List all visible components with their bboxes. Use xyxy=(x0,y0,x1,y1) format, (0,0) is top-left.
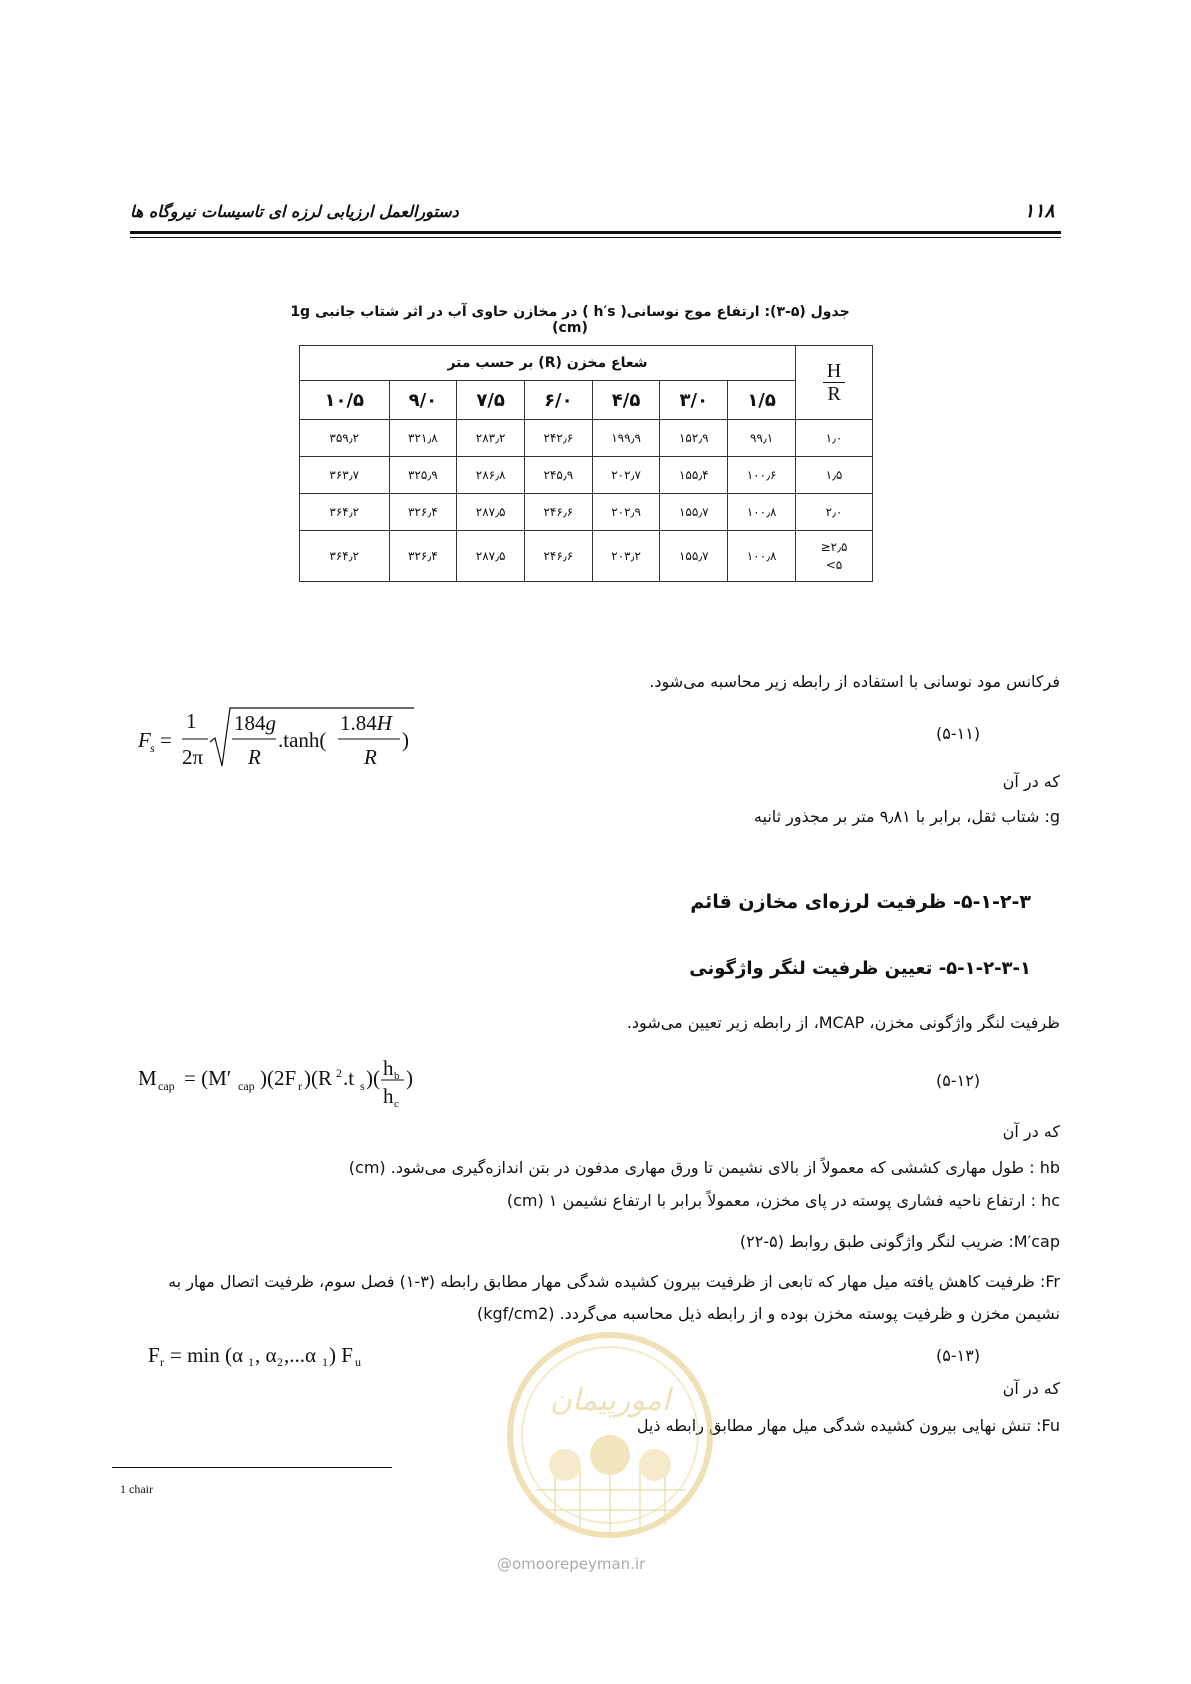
ratio-header xyxy=(796,346,873,420)
table-cell: ۲۴۶٫۶ xyxy=(524,531,592,582)
svg-text:u: u xyxy=(355,1355,361,1369)
fu-definition: Fu: تنش نهایی بیرون کشیده شدگی میل مهار مطابق رابطه ذیل xyxy=(636,1416,1060,1435)
table-caption: جدول (۵-۳): ارتفاع موج نوسانی( h′s ) در مخازن حاوی آب در اثر شتاب جانبی 1g (cm) xyxy=(290,304,850,336)
svg-text:cap: cap xyxy=(238,1079,255,1093)
where-label-2: که در آن xyxy=(1002,1122,1060,1141)
ratio-fraction xyxy=(823,360,845,405)
equation-12-number: (۵-۱۲) xyxy=(936,1071,981,1090)
svg-text:R: R xyxy=(364,745,377,769)
g-definition: g: شتاب ثقل، برابر با ۹٫۸۱ متر بر مجذور ثانیه xyxy=(753,807,1060,826)
table-cell: ۳۵۹٫۲ xyxy=(300,420,390,457)
column-header: ۱/۵ xyxy=(728,381,796,420)
svg-text:1.84H: 1.84H xyxy=(340,711,392,735)
svg-text:h: h xyxy=(383,1056,394,1080)
svg-text:2π: 2π xyxy=(182,745,204,769)
where-label-1: که در آن xyxy=(1002,772,1060,791)
svg-text:)(R: )(R xyxy=(304,1066,332,1090)
table-cell: ۱۰۰٫۸ xyxy=(728,531,796,582)
table-cell: ۳۲۶٫۴ xyxy=(389,494,457,531)
row-label xyxy=(796,457,873,494)
svg-text:F: F xyxy=(148,1343,160,1367)
hb-definition: hb : طول مهاری کششی که معمولاً از بالای نشیمن تا ورق مهاری مدفون در بتن اندازه‌گیری می‌شود. (cm) xyxy=(348,1158,1060,1177)
header-rule-thin xyxy=(130,237,1061,238)
mcap-definition: M′cap: ضریب لنگر واژگونی طبق روابط (۵-۲۲) xyxy=(739,1232,1060,1251)
table-cell: ۲۰۲٫۹ xyxy=(592,494,660,531)
table-cell: ۲۴۲٫۶ xyxy=(524,420,592,457)
svg-text:,...α: ,...α xyxy=(284,1343,317,1367)
table-row xyxy=(300,457,873,494)
svg-text:.tanh(: .tanh( xyxy=(278,728,327,752)
row-label-text: ۱٫۵ xyxy=(825,468,843,482)
table-cell: ۳۶۴٫۲ xyxy=(300,531,390,582)
table-cell: ۲۸۶٫۸ xyxy=(457,457,525,494)
svg-text:1: 1 xyxy=(248,1355,254,1369)
equation-12 xyxy=(138,1055,468,1123)
table-cell: ۱۰۰٫۶ xyxy=(728,457,796,494)
svg-text:r: r xyxy=(160,1355,164,1369)
svg-text:2: 2 xyxy=(277,1355,283,1369)
svg-text:)(2F: )(2F xyxy=(260,1066,297,1090)
watermark-emblem-icon xyxy=(495,1320,725,1560)
row-label xyxy=(796,494,873,531)
svg-text:c: c xyxy=(394,1098,399,1110)
row-label-text: ≥۲٫۵ xyxy=(820,540,848,554)
svg-text:h: h xyxy=(383,1084,394,1108)
table-cell: ۱۵۵٫۴ xyxy=(660,457,728,494)
svg-text:) F: ) F xyxy=(329,1343,353,1367)
running-title: دستورالعمل ارزیابی لرزه ای تاسیسات نیروگاه ها xyxy=(130,202,459,221)
svg-text:)(: )( xyxy=(366,1066,380,1090)
svg-text:= (M′: = (M′ xyxy=(184,1066,232,1090)
svg-text:cap: cap xyxy=(158,1079,175,1093)
equation-13-number: (۵-۱۳) xyxy=(936,1346,981,1365)
equation-11 xyxy=(138,702,428,780)
column-header-row xyxy=(300,381,873,420)
header-rule xyxy=(130,231,1061,234)
svg-text:R: R xyxy=(248,745,261,769)
equation-11-number: (۵-۱۱) xyxy=(936,724,981,743)
table-cell: ۲۴۶٫۶ xyxy=(524,494,592,531)
svg-text:): ) xyxy=(406,1066,413,1090)
equation-12-graphic xyxy=(138,1055,468,1117)
table-cell: ۳۶۴٫۲ xyxy=(300,494,390,531)
svg-text:2: 2 xyxy=(336,1066,342,1080)
section-heading-3: ۵-۱-۲-۳- ظرفیت لرزه‌ای مخازن قائم xyxy=(690,891,1031,913)
table-cell: ۲۰۲٫۷ xyxy=(592,457,660,494)
page-number: ۱۱۸ xyxy=(1024,200,1055,222)
row-label-text: ۲٫۰ xyxy=(825,505,843,519)
svg-text:): ) xyxy=(402,728,409,752)
table-row xyxy=(300,420,873,457)
svg-text:, α: , α xyxy=(255,1343,277,1367)
svg-text:=: = xyxy=(160,728,172,752)
column-header: ۴/۵ xyxy=(592,381,660,420)
equation-13-graphic xyxy=(148,1338,408,1372)
table-cell: ۱۵۲٫۹ xyxy=(660,420,728,457)
equation-11-graphic xyxy=(138,702,428,774)
equation-13 xyxy=(148,1338,408,1378)
table-cell: ۳۲۶٫۴ xyxy=(389,531,457,582)
row-label xyxy=(796,531,873,582)
row-label xyxy=(796,420,873,457)
ratio-denominator: R xyxy=(827,383,841,405)
fr-definition-line1: Fr: ظرفیت کاهش یافته میل مهار که تابعی از ظرفیت بیرون کشیده شدگی مهار مطابق رابطه (۳-۱) فصل سوم، ظرفیت اتصال مهار به xyxy=(168,1272,1060,1291)
table-cell: ۲۸۷٫۵ xyxy=(457,531,525,582)
section-heading-3-1: ۵-۱-۲-۳-۱- تعیین ظرفیت لنگر واژگونی xyxy=(689,958,1031,979)
table-row xyxy=(300,494,873,531)
footnote: 1 chair xyxy=(120,1482,153,1496)
table-cell: ۳۶۳٫۷ xyxy=(300,457,390,494)
column-header: ۷/۵ xyxy=(457,381,525,420)
paragraph-frequency: فرکانس مود نوسانی با استفاده از رابطه زیر محاسبه می‌شود. xyxy=(649,672,1060,691)
table-cell: ۱۵۵٫۷ xyxy=(660,494,728,531)
table-cell: ۹۹٫۱ xyxy=(728,420,796,457)
table-cell: ۲۸۷٫۵ xyxy=(457,494,525,531)
column-header: ۱۰/۵ xyxy=(300,381,390,420)
where-label-3: که در آن xyxy=(1002,1379,1060,1398)
column-header: ۳/۰ xyxy=(660,381,728,420)
watermark-text: امورپیمان xyxy=(549,1383,671,1418)
table-cell: ۳۲۱٫۸ xyxy=(389,420,457,457)
watermark-url: @omoorepeyman.ir xyxy=(497,1555,646,1573)
hc-definition: hc : ارتفاع ناحیه فشاری پوسته در پای مخزن، معمولاً برابر با ارتفاع نشیمن ۱ (cm) xyxy=(506,1191,1060,1210)
ratio-numerator: H xyxy=(823,360,845,383)
svg-text:= min (α: = min (α xyxy=(170,1343,244,1367)
row-label-text: ۱٫۰ xyxy=(825,431,843,445)
row-label-text-2: <۵ xyxy=(825,558,843,572)
wave-height-table xyxy=(299,345,873,582)
svg-text:r: r xyxy=(298,1079,302,1093)
svg-text:F: F xyxy=(138,728,151,752)
column-header: ۹/۰ xyxy=(389,381,457,420)
svg-text:M: M xyxy=(138,1066,157,1090)
watermark-logo xyxy=(495,1320,725,1560)
table-cell: ۲۸۳٫۲ xyxy=(457,420,525,457)
table-cell: ۲۰۳٫۲ xyxy=(592,531,660,582)
table-row xyxy=(300,531,873,582)
radius-header: شعاع مخزن (R) بر حسب متر xyxy=(300,346,796,381)
fr-definition-line2: نشیمن مخزن و ظرفیت پوسته مخزن بوده و از رابطه ذیل محاسبه می‌گردد. (kgf/cm2) xyxy=(477,1304,1060,1323)
table-cell: ۱۹۹٫۹ xyxy=(592,420,660,457)
footnote-rule xyxy=(112,1467,392,1468)
paragraph-mcap: ظرفیت لنگر واژگونی مخزن، MCAP، از رابطه زیر تعیین می‌شود. xyxy=(626,1013,1060,1032)
svg-text:1: 1 xyxy=(322,1355,328,1369)
svg-text:b: b xyxy=(394,1070,400,1082)
table-cell: ۱۰۰٫۸ xyxy=(728,494,796,531)
svg-text:s: s xyxy=(360,1079,365,1093)
table-cell: ۲۴۵٫۹ xyxy=(524,457,592,494)
table-cell: ۳۲۵٫۹ xyxy=(389,457,457,494)
table-cell: ۱۵۵٫۷ xyxy=(660,531,728,582)
svg-text:184g: 184g xyxy=(234,711,276,735)
svg-text:.t: .t xyxy=(343,1066,355,1090)
svg-text:1: 1 xyxy=(186,709,197,733)
svg-text:s: s xyxy=(150,741,155,755)
column-header: ۶/۰ xyxy=(524,381,592,420)
